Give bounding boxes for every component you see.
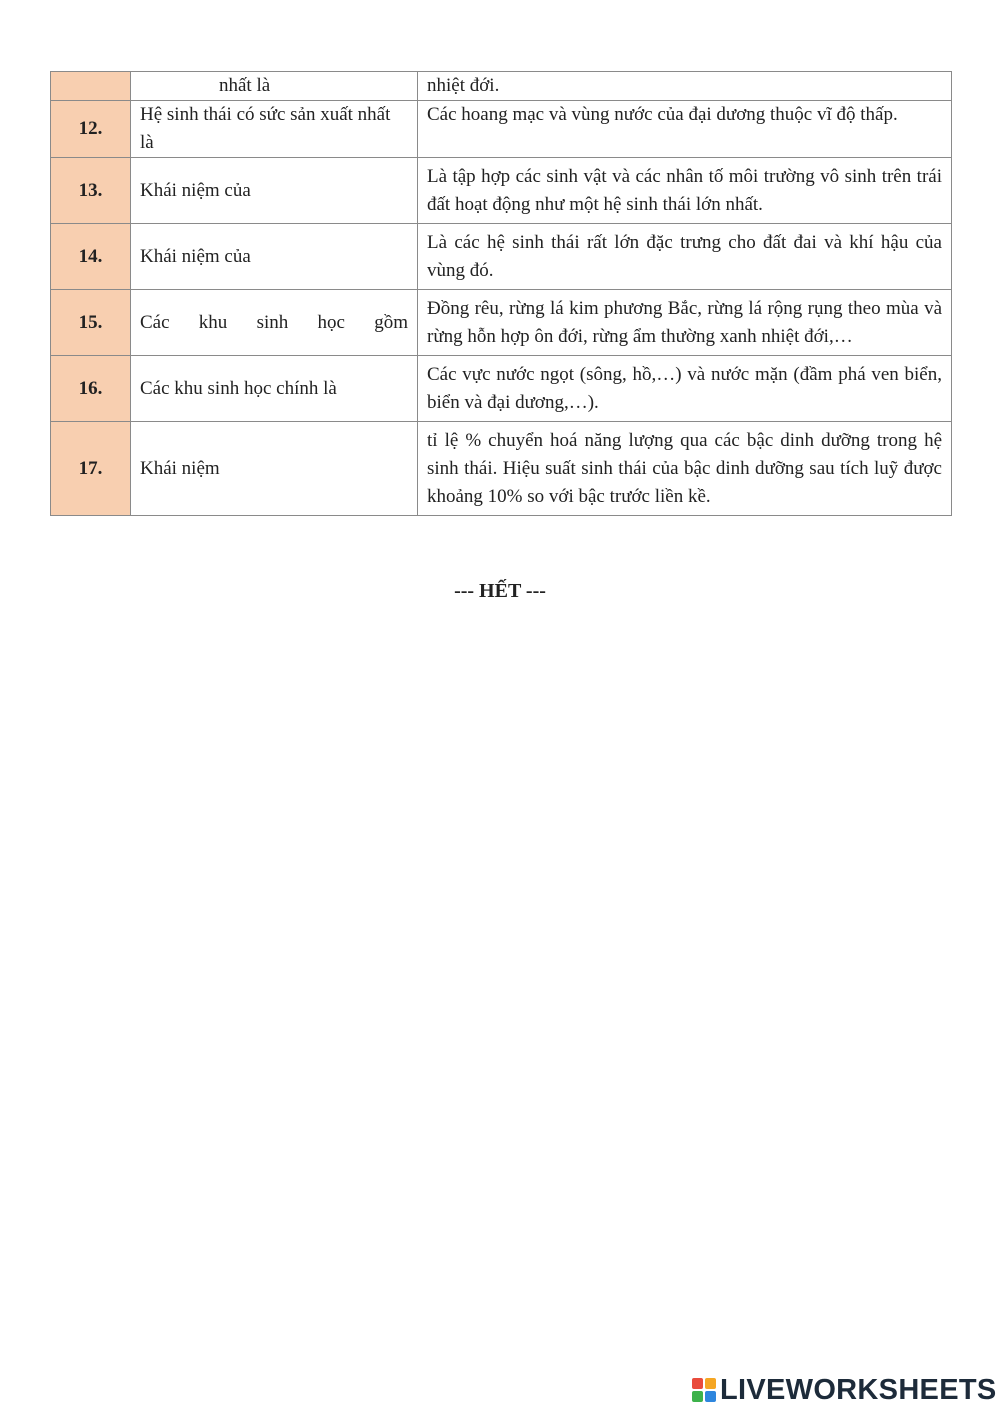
table-row [51, 158, 952, 224]
question-text: Các khu sinh học gồm [140, 311, 408, 333]
table-row [51, 72, 952, 101]
row-number: 14. [51, 224, 131, 290]
table-row [51, 356, 952, 422]
liveworksheets-logo-icon [692, 1378, 716, 1402]
liveworksheets-logo[interactable] [692, 1372, 997, 1408]
answer-cell: tỉ lệ % chuyển hoá năng lượng qua các bậc dinh dưỡng trong hệ sinh thái. Hiệu suất sinh thái của bậc dinh dưỡng sau tích luỹ được khoảng 10% so với bậc trước liền kề. [418, 422, 952, 516]
answer-cell: Là tập hợp các sinh vật và các nhân tố môi trường vô sinh trên trái đất hoạt động như một hệ sinh thái lớn nhất. [418, 158, 952, 224]
row-number: 12. [51, 101, 131, 158]
row-number [51, 72, 131, 101]
table-row [51, 290, 952, 356]
end-marker: --- HẾT --- [454, 580, 546, 602]
worksheet-table [50, 71, 952, 516]
question-cell [131, 356, 418, 422]
question-cell: Khái niệm của [131, 158, 418, 224]
row-number: 15. [51, 290, 131, 356]
row-number: 13. [51, 158, 131, 224]
question-cell [131, 101, 418, 158]
row-number: 17. [51, 422, 131, 516]
question-cell [131, 72, 418, 101]
answer-cell: Các hoang mạc và vùng nước của đại dương thuộc vĩ độ thấp. [418, 101, 952, 158]
answer-cell: Đồng rêu, rừng lá kim phương Bắc, rừng lá rộng rụng theo mùa và rừng hỗn hợp ôn đới, rừng ẩm thường xanh nhiệt đới,… [418, 290, 952, 356]
question-text: Các khu sinh học chính là [140, 377, 337, 399]
question-cell: Khái niệm của [131, 224, 418, 290]
row-number: 16. [51, 356, 131, 422]
question-text: Hệ sinh thái có sức sản xuất nhất là [140, 104, 391, 153]
question-text: nhất là [219, 75, 271, 96]
table-row [51, 422, 952, 516]
question-cell [131, 290, 418, 356]
question-cell: Khái niệm [131, 422, 418, 516]
table-row [51, 224, 952, 290]
table-row [51, 101, 952, 158]
brand-name: LIVEWORKSHEETS [720, 1373, 997, 1406]
answer-cell: Là các hệ sinh thái rất lớn đặc trưng cho đất đai và khí hậu của vùng đó. [418, 224, 952, 290]
answer-cell: nhiệt đới. [418, 72, 952, 101]
answer-cell: Các vực nước ngọt (sông, hồ,…) và nước mặn (đầm phá ven biển, biển và đại dương,…). [418, 356, 952, 422]
